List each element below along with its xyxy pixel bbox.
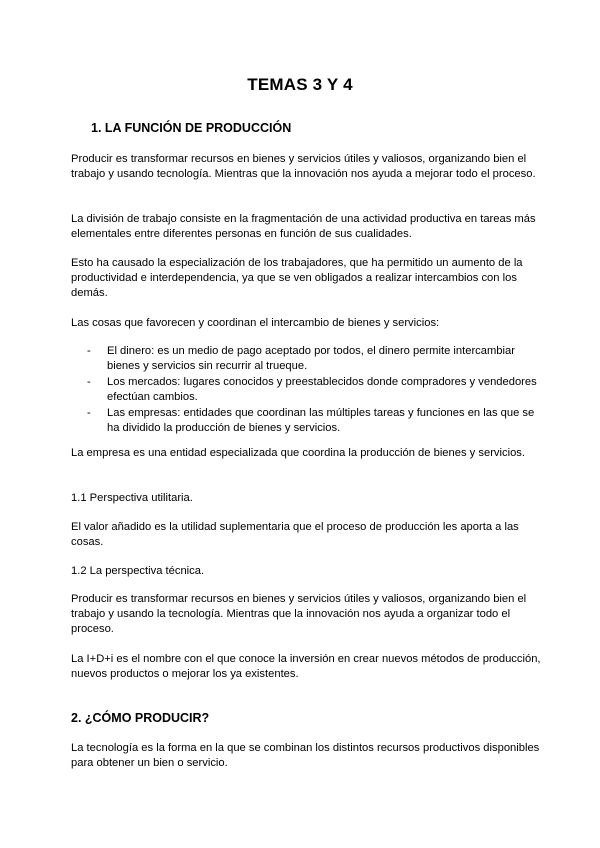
- list-item: [87, 406, 542, 436]
- bullet-text-empresas: Las empresas: entidades que coordinan las múltiples tareas y funciones en las que se ha dividido la producción de bienes y servicios.: [107, 407, 535, 434]
- paragraph-idi: La I+D+i es el nombre con el que conoce la inversión en crear nuevos métodos de producción, nuevos productos o mejorar los ya existentes.: [71, 653, 541, 680]
- bullet-dash: -: [87, 407, 91, 419]
- paragraph-produccion: Producir es transformar recursos en bienes y servicios útiles y valiosos, organizando bien el trabajo y usando tecnología. Mientras que la innovación nos ayuda a mejorar todo el proceso.: [71, 153, 536, 180]
- paragraph-empresa: La empresa es una entidad especializada que coordina la producción de bienes y servicios.: [71, 447, 526, 459]
- paragraph-tecnologia: La tecnología es la forma en la que se combinan los distintos recursos productivos disponibles para obtener un bien o servicio.: [71, 742, 540, 769]
- paragraph-division-trabajo: La división de trabajo consiste en la fragmentación de una actividad productiva en tareas más elementales entre diferentes personas en función de sus cualidades.: [71, 213, 536, 240]
- subsection-1-2-heading: 1.2 La perspectiva técnica.: [71, 565, 205, 577]
- paragraph-perspectiva-tecnica: Producir es transformar recursos en bienes y servicios útiles y valiosos, organizando bien el trabajo y usando la tecnología. Mientras que la innovación nos ayuda a organizar todo el proceso.: [71, 593, 527, 635]
- subsection-1-1-heading: 1.1 Perspectiva utilitaria.: [71, 492, 193, 504]
- paragraph-valor-anadido: El valor añadido es la utilidad suplementaria que el proceso de producción les aporta a las cosas.: [71, 521, 519, 548]
- bullet-dash: -: [87, 345, 91, 357]
- bullet-dash: -: [87, 376, 91, 388]
- bullet-text-dinero: El dinero: es un medio de pago aceptado por todos, el dinero permite intercambiar bienes y servicios sin recurrir al trueque.: [107, 345, 515, 372]
- list-item: [87, 375, 542, 405]
- bullet-text-mercados: Los mercados: lugares conocidos y preestablecidos donde compradores y vendedores efectúan cambios.: [107, 376, 537, 403]
- bullet-list: [87, 344, 542, 437]
- list-item: [87, 344, 542, 374]
- document-title: TEMAS 3 Y 4: [247, 75, 353, 94]
- paragraph-intercambio-intro: Las cosas que favorecen y coordinan el intercambio de bienes y servicios:: [71, 317, 440, 329]
- section-2-heading: 2. ¿CÓMO PRODUCIR?: [71, 711, 210, 725]
- paragraph-especializacion: Esto ha causado la especialización de los trabajadores, que ha permitido un aumento de la productividad e interdependencia, ya que se ven obligados a realizar intercambios con los demás.: [71, 257, 523, 299]
- section-1-heading: 1. LA FUNCIÓN DE PRODUCCIÓN: [91, 121, 292, 135]
